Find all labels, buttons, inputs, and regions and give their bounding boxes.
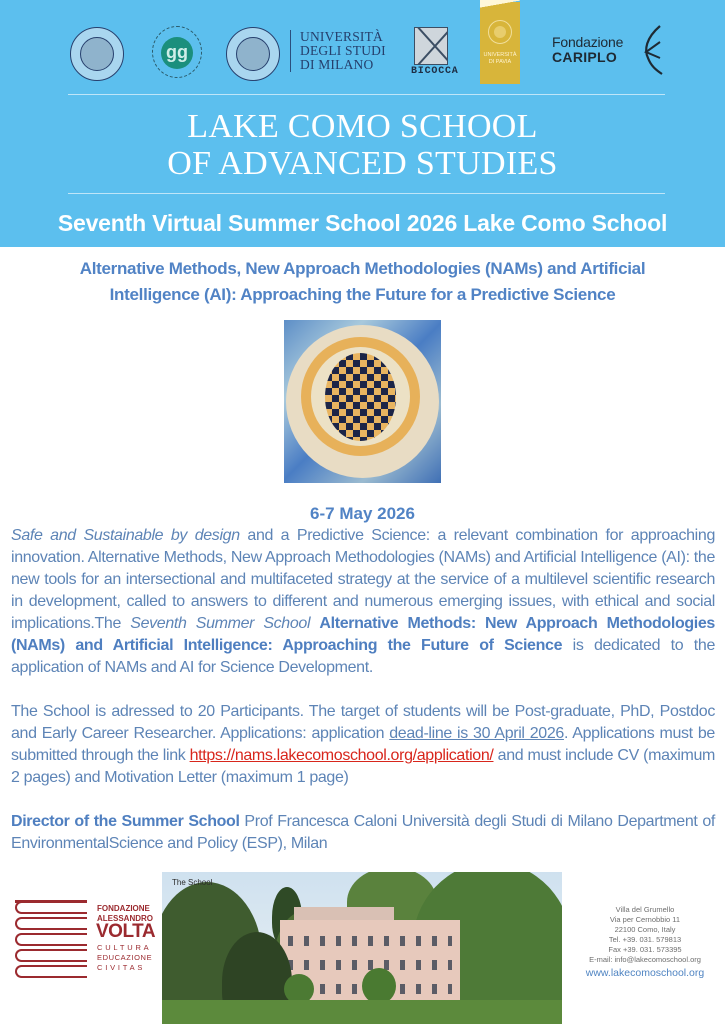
italic-intro: Safe and Sustainable by design (11, 527, 240, 544)
cariplo-logo (552, 34, 623, 64)
description-text-1: and a Predictive Science: a relevant combination for approaching innovation. Alternative Methods, New Approach Methodologies (NAMs) and Artificial Intelligence (AI): the new tools for an intersectional and multifaceted strategy at the service of a multilevel scientific research in development, called to answers to different and numerous emerging issues, with ethical and social implications.The (11, 527, 715, 632)
chessboard-artwork-image (284, 320, 441, 483)
applications-text-2: . Applications must be submitted through the link (11, 725, 715, 764)
website-link[interactable]: www.lakecomoschool.org (585, 967, 705, 979)
pavia-line-1: UNIVERSITÀ (483, 52, 517, 58)
applications-text-1: The School is adressed to 20 Participants. The target of students will be Post-graduate, PhD, Postdoc and Early Career Researcher. Applications: application (11, 703, 715, 742)
unimi-line-3: DI MILANO (300, 57, 374, 72)
unimi-line-2: DEGLI STUDI (300, 43, 386, 58)
application-link[interactable]: https://nams.lakecomoschool.org/application/ (189, 747, 494, 764)
contact-fax: Fax +39. 031. 573395 (608, 945, 682, 954)
insubria-logo: ɡɡ (152, 26, 202, 78)
photo-caption: The School (172, 878, 213, 887)
bicocca-wordmark: BICOCCA (411, 66, 459, 77)
applications-text-3: and must include CV (maximum 2 pages) and Motivation Letter (maximum 1 page) (11, 747, 715, 786)
logo-divider (290, 30, 291, 72)
cariplo-mark-icon (640, 24, 664, 76)
partner-logos (0, 0, 725, 90)
course-title-line-1: Alternative Methods, New Approach Methodologies (NAMs) and Artificial (79, 259, 646, 278)
cariplo-line-1: Fondazione (552, 34, 624, 50)
description-paragraph (11, 525, 715, 679)
event-date: 6-7 May 2026 (310, 504, 415, 523)
volta-line-3: VOLTA (96, 921, 156, 942)
volta-line-6: CIVITAS (97, 963, 146, 972)
director-text: Prof Francesca Caloni Università degli Studi di Milano Department of EnvironmentalScience and Policy (ESP), Milan (11, 813, 715, 852)
pavia-flag-icon (480, 0, 520, 8)
bicocca-logo (405, 22, 457, 77)
contact-email[interactable]: E-mail: info@lakecomoschool.org (589, 955, 701, 964)
contact-phone: Tel. +39. 031. 579813 (608, 935, 682, 944)
volta-line-5: EDUCAZIONE (97, 953, 153, 962)
politecnico-milano-logo (70, 27, 124, 81)
school-title-line-1: LAKE COMO SCHOOL (187, 108, 538, 145)
director-paragraph (11, 811, 715, 855)
fondazione-volta-logo (12, 897, 156, 983)
unimi-seal-logo (226, 27, 280, 81)
contact-venue: Villa del Grumello (615, 905, 675, 914)
pavia-line-2: DI PAVIA (488, 59, 512, 65)
header-divider-bottom (68, 193, 665, 194)
volta-line-2: ALESSANDRO (97, 914, 154, 923)
italic-school-name: Seventh Summer School (130, 615, 311, 632)
director-label: Director of the Summer School (11, 813, 240, 830)
cariplo-line-2: CARIPLO (552, 49, 618, 65)
contact-info (565, 905, 725, 980)
description-text-2: is dedicated to the application of NAMs and AI for Science Development. (11, 637, 715, 676)
event-subtitle: Seventh Virtual Summer School 2026 Lake Como School (57, 210, 668, 236)
unimi-line-1: UNIVERSITÀ (300, 29, 383, 44)
volta-line-1: FONDAZIONE (97, 904, 150, 913)
pavia-logo (480, 2, 520, 84)
school-title-line-2: OF ADVANCED STUDIES (167, 145, 558, 182)
contact-street: Via per Cernobbio 11 (609, 915, 681, 924)
course-title (30, 256, 695, 308)
school-villa-photo (162, 872, 562, 1024)
bold-course-title: Alternative Methods: New Approach Methodologies (NAMs) and Artificial Intelligence: Approaching the Future of Science (11, 615, 715, 654)
unimi-wordmark (300, 30, 386, 72)
deadline-text: dead-line is 30 April 2026 (389, 725, 564, 742)
applications-paragraph (11, 701, 715, 789)
contact-city: 22100 Como, Italy (614, 925, 676, 934)
volta-line-4: CULTURA (97, 943, 152, 952)
header-banner (0, 0, 725, 247)
school-title (0, 108, 725, 182)
course-title-line-2: Intelligence (AI): Approaching the Future for a Predictive Science (109, 285, 616, 304)
header-divider-top (68, 94, 665, 95)
